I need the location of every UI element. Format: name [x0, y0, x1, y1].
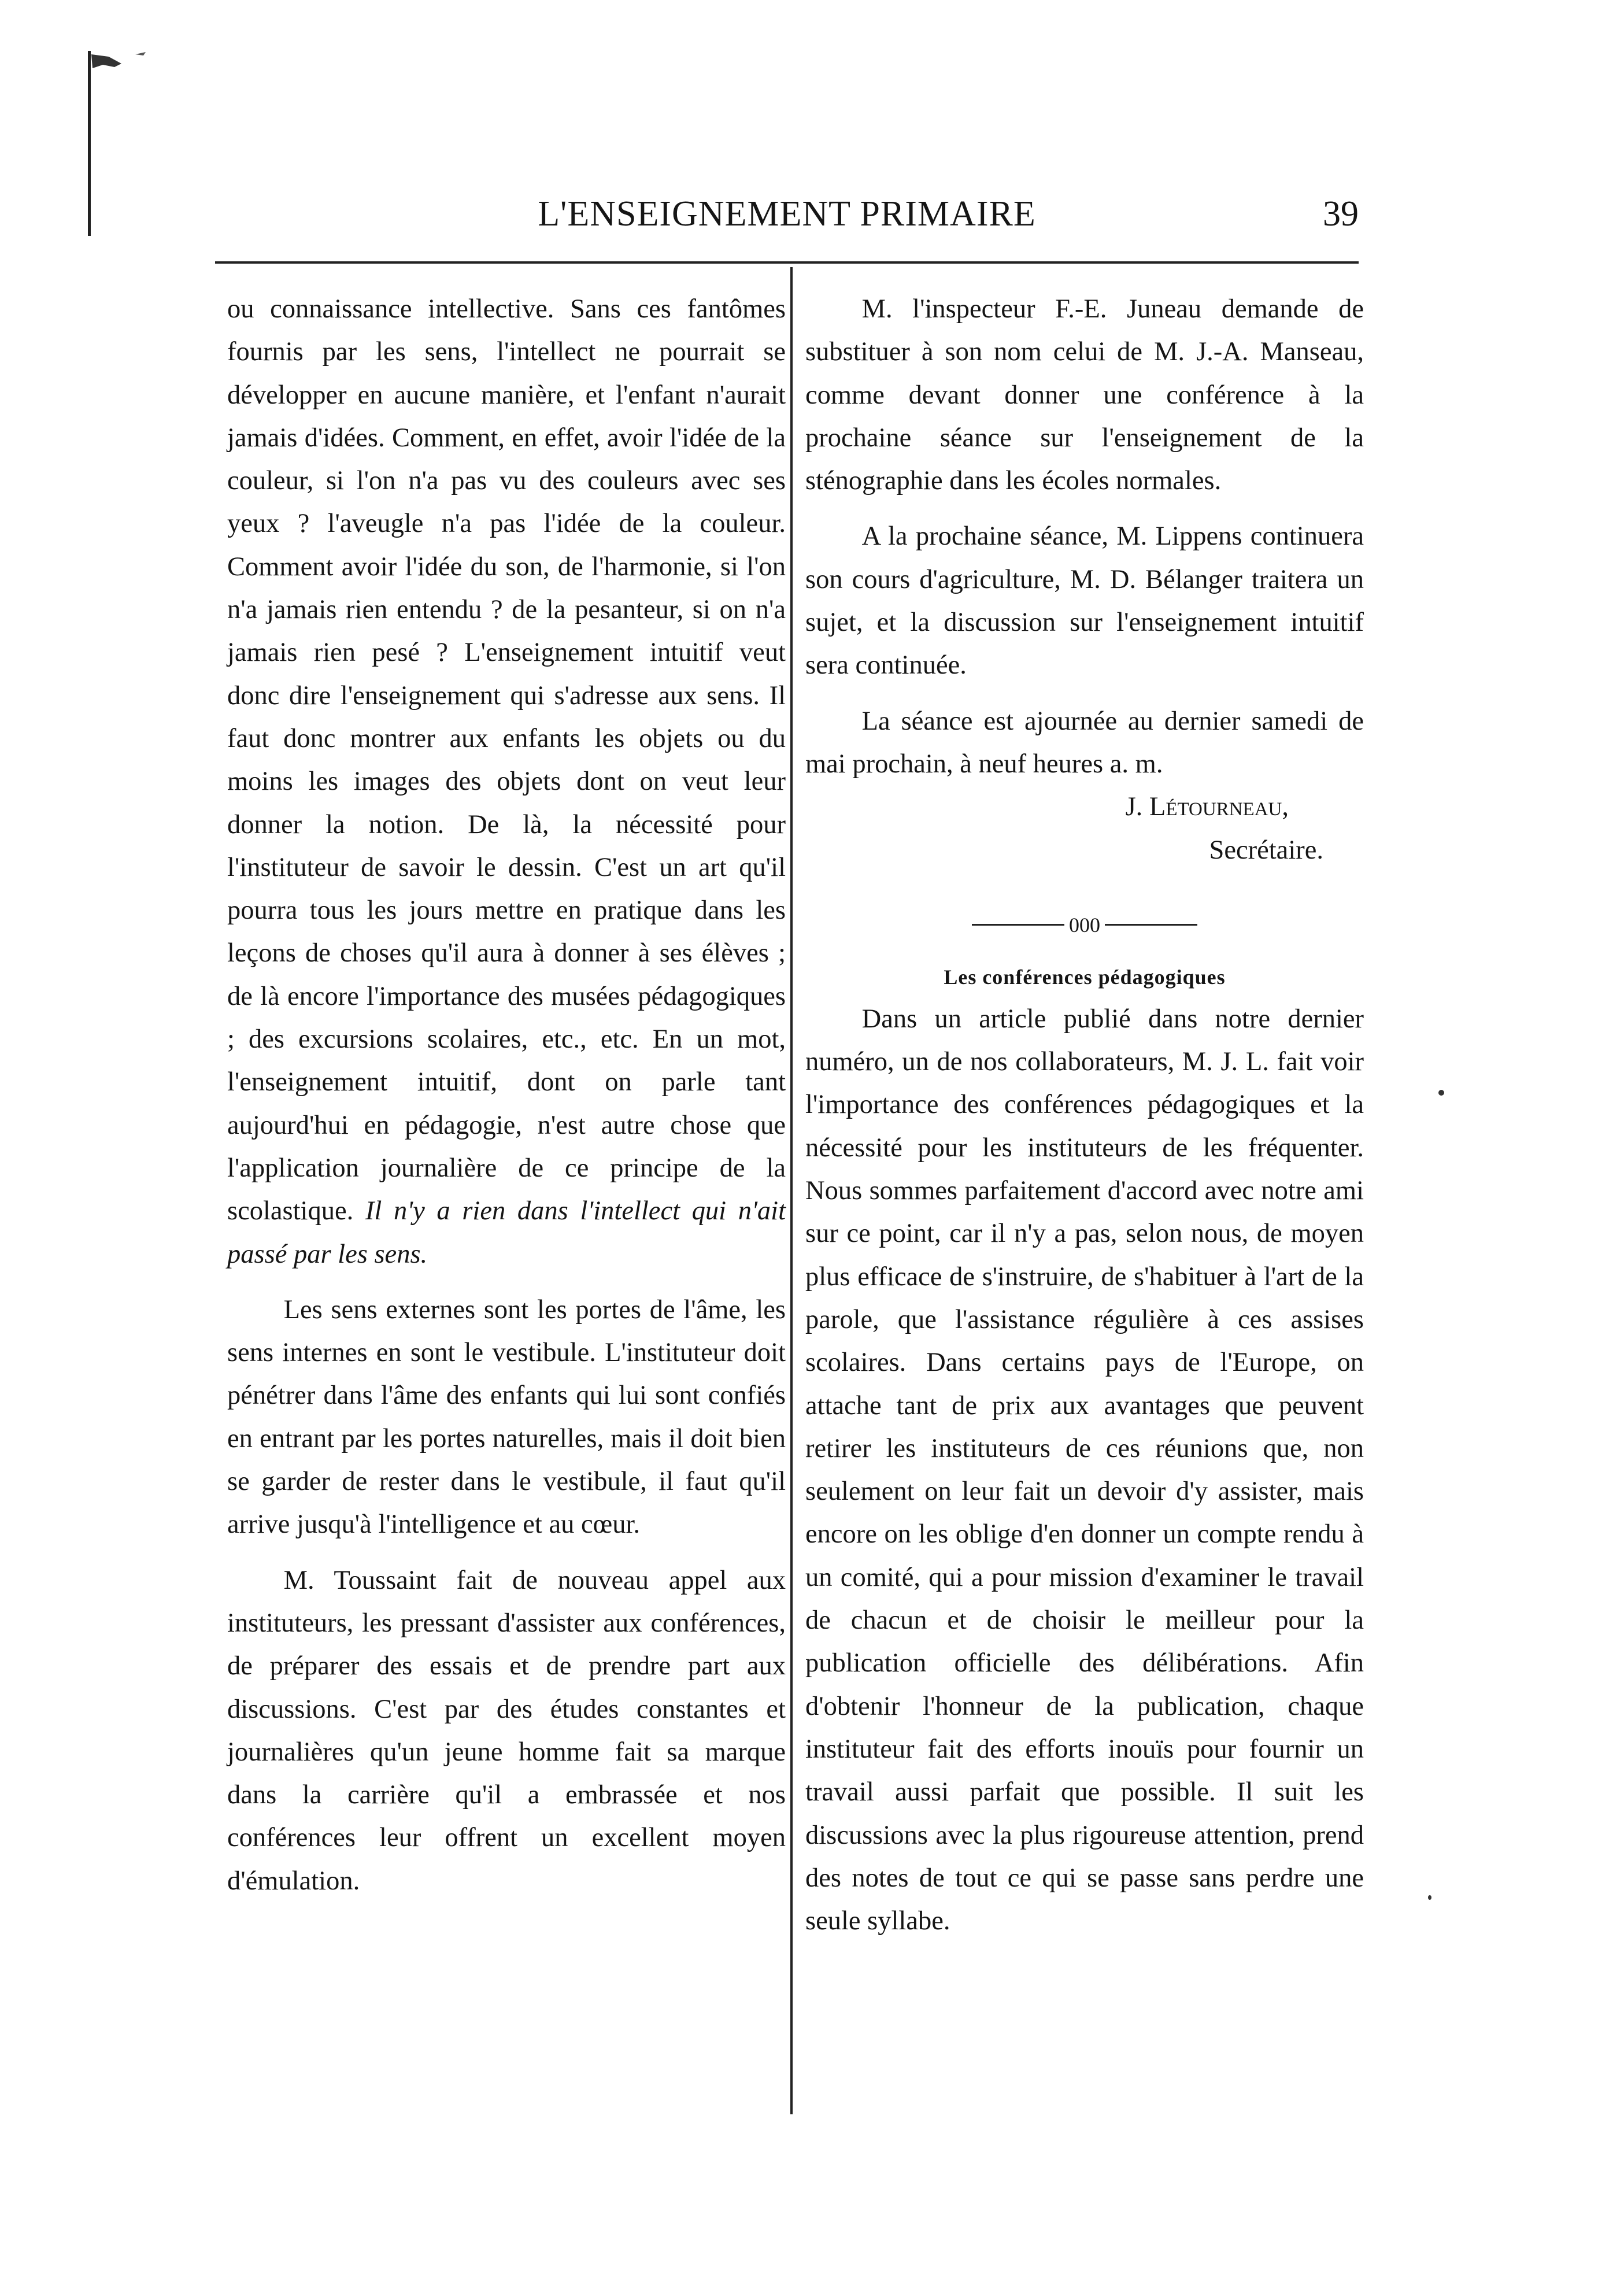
- body-paragraph: M. l'inspecteur F.-E. Juneau demande de substituer à son nom celui de M. J.-A. Manseau, comme devant donner une conférence à la prochaine séance sur l'enseignement de la sténographie dans les écoles normales.: [805, 294, 1364, 496]
- body-paragraph: [227, 288, 786, 1276]
- section-heading: Les conférences pédagogiques: [944, 965, 1226, 989]
- body-paragraph: A la prochaine séance, M. Lippens continuera son cours d'agriculture, M. D. Bélanger traitera un sujet, et la discussion sur l'enseignement intuitif sera continuée.: [805, 521, 1364, 680]
- signature-title: Secrétaire.: [1209, 835, 1323, 865]
- column-rule: [790, 267, 793, 2114]
- running-title: L'ENSEIGNEMENT PRIMAIRE: [538, 194, 1036, 234]
- right-column: [805, 288, 1364, 1943]
- signature-initial: J.: [1125, 792, 1149, 822]
- divider-ornament: 000: [1069, 913, 1100, 937]
- page-header: [215, 194, 1359, 246]
- header-rule: [215, 261, 1359, 264]
- signature-name: Létourneau,: [1149, 792, 1289, 822]
- print-speck: [1438, 1090, 1444, 1096]
- body-paragraph: Les sens externes sont les portes de l'âme, les sens internes en sont le vestibule. L'instituteur doit pénétrer dans l'âme des enfants qui lui sont confiés en entrant par les portes naturelles, mais il doit bien se garder de rester dans le vestibule, il faut qu'il arrive jusqu'à l'intelligence et au cœur.: [227, 1294, 786, 1540]
- paragraph-text: ou connaissance intellective. Sans ces fantômes fournis par les sens, l'intellect ne pourrait se développer en aucune manière, et l'enfant n'aurait jamais d'idées. Comment, en effet, avoir l'idée de la couleur, si l'on n'a pas vu des couleurs avec ses yeux ? l'aveugle n'a pas l'idée de la couleur. Comment avoir l'idée du son, de l'harmonie, si l'on n'a jamais rien entendu ? de la pesanteur, si on n'a jamais rien pesé ? L'enseignement intuitif veut donc dire l'enseignement qui s'adresse aux sens. Il faut donc montrer aux enfants les objets ou du moins les images des objets dont on veut leur donner la notion. De là, la nécessité pour l'instituteur de savoir le dessin. C'est un art qu'il pourra tous les jours mettre en pratique dans les leçons de choses qu'il aura à donner à ses élèves ; de là encore l'importance des musées pédagogiques ; des excursions scolaires, etc., etc. En un mot, l'enseignement intuitif, dont on parle tant aujourd'hui en pédagogie, n'est autre chose que l'application journalière de ce principe de la scolastique.: [227, 294, 786, 1226]
- divider-line: [972, 924, 1064, 926]
- section-divider: [805, 913, 1364, 937]
- body-paragraph: Dans un article publié dans notre dernier numéro, un de nos collaborateurs, M. J. L. fait voir l'importance des conférences pédagogiques et la nécessité pour les instituteurs de les fréquenter. Nous sommes parfaitement d'accord avec notre ami sur ce point, car il n'y a pas, selon nous, de moyen plus efficace de s'instruire, de s'habituer à l'art de la parole, que l'assistance régulière à ces assises scolaires. Dans certains pays de l'Europe, on attache tant de prix aux avantages que peuvent retirer les instituteurs de ces réunions que, non seulement on leur fait un devoir d'y assister, mais encore on les oblige d'en donner un compte rendu à un comité, qui a pour mission d'examiner le travail de chacun et de choisir le meilleur pour la publication officielle des délibérations. Afin d'obtenir l'honneur de la publication, chaque instituteur fait des efforts inouïs pour fournir un travail aussi parfait que possible. Il suit les discussions avec la plus rigoureuse attention, prend des notes de tout ce qui se passe sans perdre une seule syllabe.: [805, 1004, 1364, 1936]
- print-speck: [1428, 1895, 1431, 1900]
- binding-mark: [86, 51, 155, 236]
- latin-maxim: Il n'y a rien dans l'intellect qui n'ait passé par les sens.: [227, 1196, 786, 1269]
- page-number: 39: [1323, 194, 1359, 234]
- divider-line: [1105, 924, 1197, 926]
- signature: [805, 786, 1364, 828]
- body-paragraph: M. Toussaint fait de nouveau appel aux instituteurs, les pressant d'assister aux conférences, de préparer des essais et de prendre part aux discussions. C'est par des études constantes et journalières qu'un jeune homme fait sa marque dans la carrière qu'il a embrassée et nos conférences leur offrent un excellent moyen d'émulation.: [227, 1565, 786, 1896]
- left-column: [227, 288, 786, 1903]
- body-paragraph: La séance est ajournée au dernier samedi de mai prochain, à neuf heures a. m.: [805, 706, 1364, 779]
